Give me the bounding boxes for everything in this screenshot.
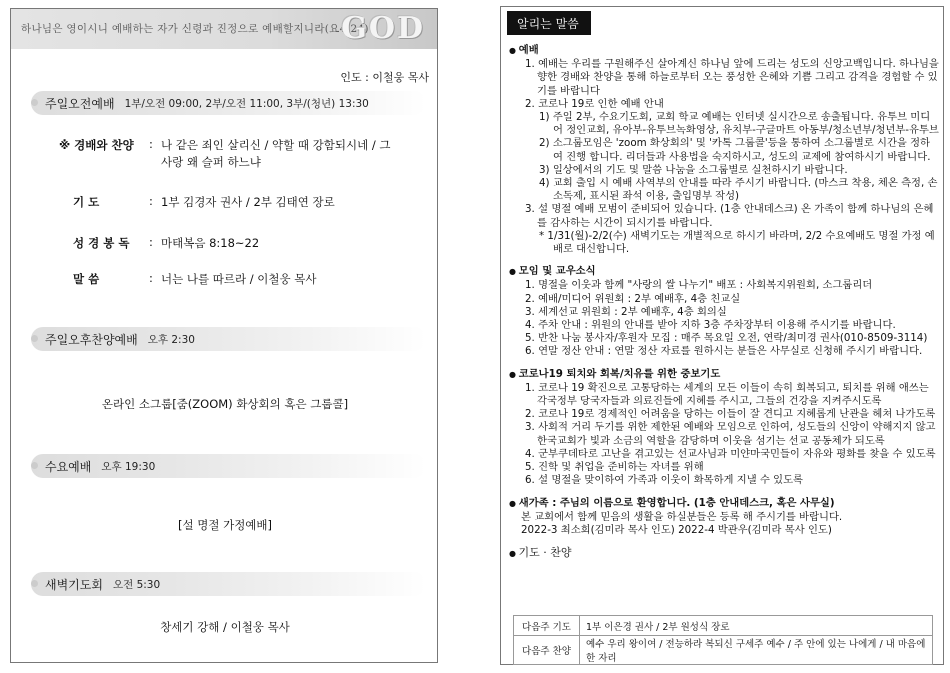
section-dot-icon xyxy=(31,99,38,106)
sermon-row xyxy=(59,271,391,288)
section-title: 주일오후찬양예배 xyxy=(45,332,138,347)
worship-value: 나 같은 죄인 살리신 / 약할 때 강함되시네 / 그 사랑 왜 슬퍼 하느냐 xyxy=(161,138,391,169)
list-item: 1) 주일 2부, 수요기도회, 교회 학교 예배는 인터넷 실시간으로 송출됩니다. 유투브 미디어 정인교회, 유아부-유투브녹화영상, 유치부-구글마트 아동부/청소년부/청년부-유투브 xyxy=(539,111,939,137)
list-item: 5. 진학 및 취업을 준비하는 자녀를 위해 xyxy=(525,461,704,474)
section-title: 주일오전예배 xyxy=(45,96,115,111)
prayer-heading: ● 기도 · 찬양 xyxy=(509,546,939,560)
list-item: 3. 설 명절 예배 모범이 준비되어 있습니다. (1층 안내데스크) 온 가족이 함께 하나님의 은혜를 감사하는 시간이 되시기를 바랍니다. xyxy=(525,203,934,229)
list-item: 3. 사회적 거리 두기를 위한 제한된 예배와 모임으로 인하여, 성도들의 신앙이 약해지지 않고 한국교회가 빛과 소금의 역할을 감당하며 이웃을 섬기는 선교 공동체가 되도록 xyxy=(525,421,936,447)
section-dawn xyxy=(31,572,426,596)
section-dot-icon xyxy=(31,335,38,342)
sermon-label: 말 씀 xyxy=(73,272,100,286)
scripture-row xyxy=(59,235,391,252)
list-item: 4) 교회 출입 시 예배 사역부의 안내를 따라 주시기 바랍니다. (마스크 착용, 체온 측정, 손 소독제, 표시된 좌석 이용, 출입명부 작성) xyxy=(539,177,938,203)
newcomer-line: 2022-3 최소희(김미라 목사 인도) 2022-4 박관우(김미라 목사 인도) xyxy=(521,523,832,536)
table-value: 예수 우리 왕이여 / 전능하라 복되신 구세주 예수 / 주 안에 있는 나에게 / 내 마음에 한 자리 xyxy=(580,636,933,665)
prayer-value: 1부 김경자 권사 / 2부 김태연 장로 xyxy=(161,195,335,209)
order-of-service-panel xyxy=(10,8,438,663)
table-key: 다음주 기도 xyxy=(514,616,580,636)
announcements-panel xyxy=(500,6,944,665)
list-item: 6. 설 명절을 맞이하여 가족과 이웃이 화목하게 지낼 수 있도록 xyxy=(525,474,804,487)
next-week-table xyxy=(513,615,933,665)
list-item: 1. 명절을 이웃과 함께 "사랑의 쌀 나누기" 배포 : 사회복지위원회, 소그룹리더 xyxy=(525,279,873,292)
sunday-afternoon-text: 온라인 소그룹[줌(ZOOM) 화상회의 혹은 그룹콜] xyxy=(101,397,349,411)
covid-prayer-heading: ● 코로나19 퇴치와 회복/치유를 위한 중보기도 xyxy=(509,368,939,381)
section-dot-icon xyxy=(31,462,38,469)
newcomer-heading: ● 새가족 : 주님의 이름으로 환영합니다. (1층 안내데스크, 혹은 사무실) xyxy=(509,497,939,510)
officiant: 인도 : 이철웅 목사 xyxy=(340,71,429,84)
section-times: 1부/오전 09:00, 2부/오전 11:00, 3부/(청년) 13:30 xyxy=(124,97,369,110)
colon: : xyxy=(149,194,153,208)
section-title: 새벽기도회 xyxy=(45,577,103,592)
wednesday-text: [설 명절 가정예배] xyxy=(177,518,273,532)
list-item: 2. 예배/미디어 위원회 : 2부 예배후, 4층 친교실 xyxy=(525,292,741,305)
list-item: 1. 예배는 우리를 구원해주신 살아계신 하나님 앞에 드리는 성도의 신앙고백입니다. 하나님을 향한 경배와 찬양을 통해 하늘로부터 오는 풍성한 은혜와 기쁨 그리고 감격을 경험할 수 있기를 바랍니다 xyxy=(525,58,939,97)
table-row xyxy=(514,616,933,636)
list-item: 2. 코로나 19로 경제적인 어려움을 당하는 이들이 잘 견디고 지혜롭게 난관을 헤쳐 나가도록 xyxy=(525,408,936,421)
list-item: 5. 반찬 나눔 봉사자/후원자 모집 : 매주 목요일 오전, 연락/최미경 권사(010-8509-3114) xyxy=(525,332,928,345)
prayer-label: 기 도 xyxy=(73,195,100,209)
table-value: 1부 이은경 권사 / 2부 원성식 장로 xyxy=(580,616,933,636)
prayer-row xyxy=(59,194,391,211)
list-item: 2) 소그룹모임은 'zoom 화상회의' 및 '카톡 그룹콜'등을 통하여 소그룹별로 시간을 정하여 진행 합니다. 리더들과 사용법을 숙지하시고, 성도의 교제에 참여하시기 바랍니다. xyxy=(539,137,931,163)
scripture-label: 성 경 봉 독 xyxy=(73,236,130,250)
section-sunday-morning xyxy=(31,91,426,115)
worship-label: ※ 경배와 찬양 xyxy=(59,138,134,152)
list-item: 3) 일상에서의 기도 및 말씀 나눔을 소그룹별로 실천하시기 바랍니다. xyxy=(539,163,848,176)
sermon-value: 너는 나를 따르라 / 이철웅 목사 xyxy=(161,272,317,286)
scripture-value: 마태복음 8:18~22 xyxy=(161,236,260,250)
section-dot-icon xyxy=(31,580,38,587)
section-wednesday xyxy=(31,454,426,478)
scripture-banner xyxy=(11,9,437,49)
announcements-title: 알리는 말씀 xyxy=(507,11,591,35)
list-note: * 1/31(월)-2/2(수) 새벽기도는 개별적으로 하시기 바라며, 2/2 수요예배도 명절 가정 예배로 대신합니다. xyxy=(539,229,935,256)
list-item: 1. 코로나 19 확진으로 고통당하는 세계의 모든 이들이 속히 회복되고, 퇴치를 위해 애쓰는 각국정부 당국자들과 의료진들에 지혜를 주시고, 그들의 건강을 지켜주시도록 xyxy=(525,381,929,408)
god-logo: GOD xyxy=(341,11,425,46)
banner-verse: 하나님은 영이시니 예배하는 자가 신령과 진정으로 예배할지니라(요4:24) xyxy=(21,23,369,35)
list-item: 4. 군부쿠데타로 고난을 겪고있는 선교사님과 미얀마국민들이 자유와 평화를 찾을 수 있도록 xyxy=(525,447,936,460)
worship-row xyxy=(59,137,391,171)
list-item: 3. 세계선교 위원회 : 2부 예배후, 4층 회의실 xyxy=(525,305,727,318)
list-item: 2. 코로나 19로 인한 예배 안내 xyxy=(525,97,664,110)
colon: : xyxy=(149,235,153,249)
colon: : xyxy=(149,271,153,285)
section-sunday-afternoon xyxy=(31,327,426,351)
list-item: 6. 연말 정산 안내 : 연말 정산 자료를 원하시는 분들은 사무실로 신청해 주시기 바랍니다. xyxy=(525,345,923,358)
section-time: 오후 19:30 xyxy=(101,460,156,473)
section-title: 수요예배 xyxy=(45,459,92,474)
table-key: 다음주 찬양 xyxy=(514,636,580,665)
newcomer-line: 본 교회에서 함께 믿음의 생활을 하실분들은 등록 해 주시기를 바랍니다. xyxy=(521,510,843,523)
dawn-text: 창세기 강해 / 이철웅 목사 xyxy=(160,620,290,634)
section-time: 오전 5:30 xyxy=(112,578,161,591)
list-item: 4. 주차 안내 : 위원의 안내를 받아 지하 3층 주차장부터 이용해 주시기를 바랍니다. xyxy=(525,319,896,332)
section-time: 오후 2:30 xyxy=(147,333,195,346)
announcements-content xyxy=(509,41,939,561)
colon: : xyxy=(149,137,153,151)
worship-heading: ● 예배 xyxy=(509,44,939,57)
table-row xyxy=(514,636,933,665)
meeting-heading: ● 모임 및 교우소식 xyxy=(509,265,939,278)
